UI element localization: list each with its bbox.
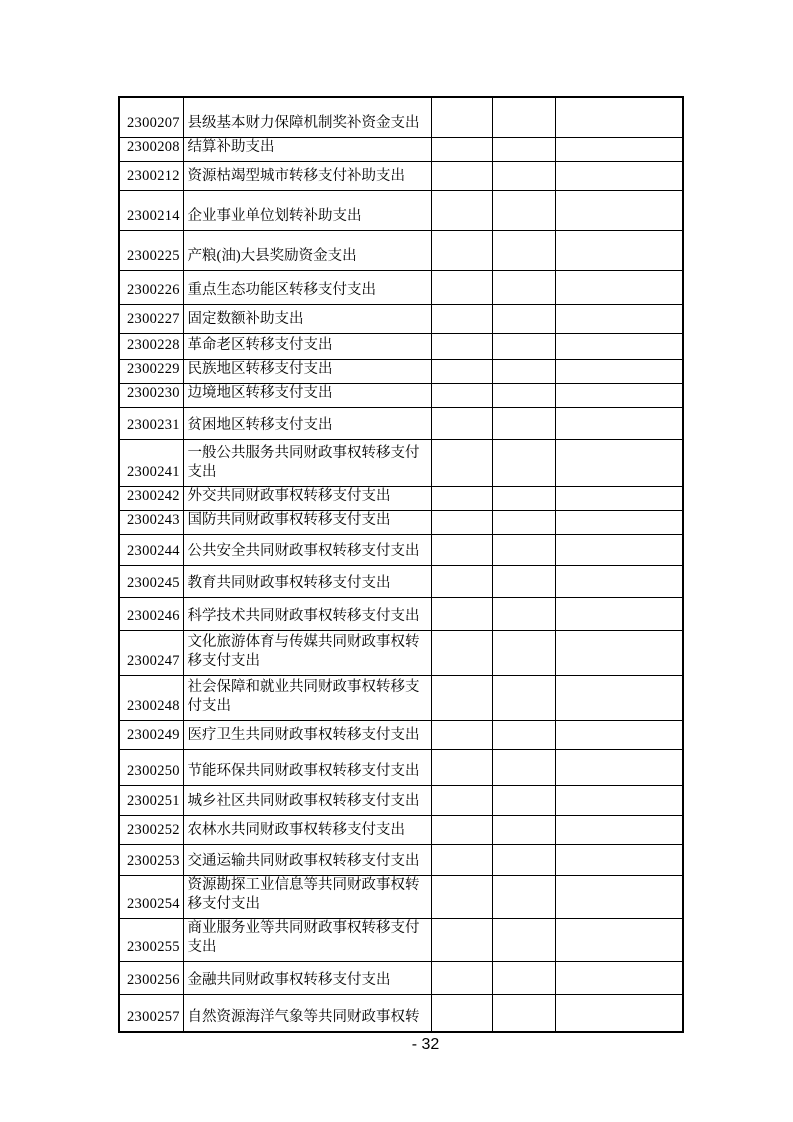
description-cell: 革命老区转移支付支出 (183, 333, 431, 359)
table-row (119, 137, 683, 161)
empty-value-cell-2 (492, 304, 555, 333)
table-row (119, 918, 683, 961)
code-cell: 2300246 (119, 597, 183, 630)
code-cell: 2300230 (119, 383, 183, 407)
empty-value-cell-1 (431, 720, 492, 749)
empty-value-cell-3 (555, 359, 683, 383)
description-cell: 国防共同财政事权转移支付支出 (183, 510, 431, 534)
empty-value-cell-1 (431, 630, 492, 675)
table-row (119, 190, 683, 230)
empty-value-cell-3 (555, 161, 683, 190)
code-cell: 2300244 (119, 534, 183, 565)
code-cell: 2300229 (119, 359, 183, 383)
description-cell: 县级基本财力保障机制奖补资金支出 (183, 97, 431, 137)
description-cell: 自然资源海洋气象等共同财政事权转 (183, 994, 431, 1032)
table-row (119, 534, 683, 565)
empty-value-cell-2 (492, 597, 555, 630)
table-row (119, 161, 683, 190)
empty-value-cell-2 (492, 994, 555, 1032)
description-cell: 交通运输共同财政事权转移支付支出 (183, 844, 431, 875)
empty-value-cell-2 (492, 97, 555, 137)
code-cell: 2300256 (119, 961, 183, 994)
empty-value-cell-2 (492, 565, 555, 597)
empty-value-cell-3 (555, 304, 683, 333)
empty-value-cell-3 (555, 720, 683, 749)
description-cell: 结算补助支出 (183, 137, 431, 161)
empty-value-cell-2 (492, 270, 555, 304)
empty-value-cell-1 (431, 190, 492, 230)
table-row (119, 597, 683, 630)
empty-value-cell-2 (492, 383, 555, 407)
empty-value-cell-3 (555, 630, 683, 675)
description-cell: 重点生态功能区转移支付支出 (183, 270, 431, 304)
code-cell: 2300228 (119, 333, 183, 359)
empty-value-cell-1 (431, 844, 492, 875)
code-cell: 2300226 (119, 270, 183, 304)
empty-value-cell-2 (492, 137, 555, 161)
description-cell: 节能环保共同财政事权转移支付支出 (183, 749, 431, 785)
empty-value-cell-3 (555, 565, 683, 597)
empty-value-cell-3 (555, 815, 683, 844)
code-cell: 2300257 (119, 994, 183, 1032)
empty-value-cell-1 (431, 486, 492, 510)
empty-value-cell-3 (555, 844, 683, 875)
table-row (119, 565, 683, 597)
empty-value-cell-3 (555, 961, 683, 994)
table-row (119, 359, 683, 383)
code-cell: 2300207 (119, 97, 183, 137)
empty-value-cell-2 (492, 918, 555, 961)
empty-value-cell-1 (431, 383, 492, 407)
table-row (119, 785, 683, 815)
empty-value-cell-2 (492, 675, 555, 720)
empty-value-cell-1 (431, 815, 492, 844)
empty-value-cell-2 (492, 961, 555, 994)
empty-value-cell-1 (431, 510, 492, 534)
description-cell: 资源勘探工业信息等共同财政事权转移支付支出 (183, 875, 431, 918)
empty-value-cell-3 (555, 270, 683, 304)
empty-value-cell-1 (431, 333, 492, 359)
description-cell: 外交共同财政事权转移支付支出 (183, 486, 431, 510)
empty-value-cell-1 (431, 785, 492, 815)
empty-value-cell-1 (431, 161, 492, 190)
code-cell: 2300227 (119, 304, 183, 333)
code-cell: 2300242 (119, 486, 183, 510)
description-cell: 贫困地区转移支付支出 (183, 407, 431, 439)
description-cell: 资源枯竭型城市转移支付补助支出 (183, 161, 431, 190)
code-cell: 2300241 (119, 439, 183, 486)
empty-value-cell-2 (492, 720, 555, 749)
description-cell: 科学技术共同财政事权转移支付支出 (183, 597, 431, 630)
code-cell: 2300208 (119, 137, 183, 161)
empty-value-cell-2 (492, 190, 555, 230)
empty-value-cell-2 (492, 359, 555, 383)
empty-value-cell-1 (431, 675, 492, 720)
description-cell: 民族地区转移支付支出 (183, 359, 431, 383)
empty-value-cell-3 (555, 407, 683, 439)
empty-value-cell-1 (431, 407, 492, 439)
empty-value-cell-2 (492, 333, 555, 359)
empty-value-cell-2 (492, 407, 555, 439)
code-cell: 2300248 (119, 675, 183, 720)
empty-value-cell-1 (431, 961, 492, 994)
empty-value-cell-3 (555, 333, 683, 359)
description-cell: 产粮(油)大县奖励资金支出 (183, 230, 431, 270)
code-cell: 2300253 (119, 844, 183, 875)
empty-value-cell-3 (555, 190, 683, 230)
table-row (119, 875, 683, 918)
empty-value-cell-3 (555, 510, 683, 534)
table-row (119, 486, 683, 510)
empty-value-cell-3 (555, 785, 683, 815)
table-row (119, 407, 683, 439)
description-cell: 教育共同财政事权转移支付支出 (183, 565, 431, 597)
empty-value-cell-3 (555, 749, 683, 785)
empty-value-cell-3 (555, 597, 683, 630)
table-row (119, 510, 683, 534)
empty-value-cell-3 (555, 675, 683, 720)
description-cell: 文化旅游体育与传媒共同财政事权转移支付支出 (183, 630, 431, 675)
empty-value-cell-1 (431, 270, 492, 304)
code-cell: 2300252 (119, 815, 183, 844)
empty-value-cell-1 (431, 97, 492, 137)
empty-value-cell-1 (431, 230, 492, 270)
page-number: - 32 (411, 1036, 440, 1053)
code-cell: 2300231 (119, 407, 183, 439)
table-row (119, 304, 683, 333)
empty-value-cell-1 (431, 439, 492, 486)
empty-value-cell-1 (431, 597, 492, 630)
empty-value-cell-1 (431, 994, 492, 1032)
empty-value-cell-2 (492, 161, 555, 190)
empty-value-cell-2 (492, 510, 555, 534)
empty-value-cell-2 (492, 439, 555, 486)
table-row (119, 630, 683, 675)
description-cell: 金融共同财政事权转移支付支出 (183, 961, 431, 994)
code-cell: 2300212 (119, 161, 183, 190)
table-row (119, 97, 683, 137)
empty-value-cell-3 (555, 230, 683, 270)
empty-value-cell-3 (555, 383, 683, 407)
code-cell: 2300251 (119, 785, 183, 815)
table-row (119, 675, 683, 720)
budget-table-body (119, 97, 683, 1032)
empty-value-cell-1 (431, 875, 492, 918)
code-cell: 2300225 (119, 230, 183, 270)
empty-value-cell-2 (492, 875, 555, 918)
budget-table (118, 96, 684, 1033)
empty-value-cell-2 (492, 534, 555, 565)
empty-value-cell-2 (492, 486, 555, 510)
table-row (119, 720, 683, 749)
empty-value-cell-2 (492, 230, 555, 270)
table-row (119, 844, 683, 875)
table-row (119, 270, 683, 304)
code-cell: 2300250 (119, 749, 183, 785)
empty-value-cell-3 (555, 137, 683, 161)
code-cell: 2300214 (119, 190, 183, 230)
empty-value-cell-2 (492, 785, 555, 815)
empty-value-cell-1 (431, 534, 492, 565)
empty-value-cell-2 (492, 630, 555, 675)
table-row (119, 749, 683, 785)
empty-value-cell-2 (492, 815, 555, 844)
empty-value-cell-1 (431, 749, 492, 785)
empty-value-cell-3 (555, 97, 683, 137)
code-cell: 2300249 (119, 720, 183, 749)
table-row (119, 383, 683, 407)
table-row (119, 994, 683, 1032)
empty-value-cell-2 (492, 844, 555, 875)
description-cell: 企业事业单位划转补助支出 (183, 190, 431, 230)
code-cell: 2300243 (119, 510, 183, 534)
empty-value-cell-3 (555, 534, 683, 565)
description-cell: 一般公共服务共同财政事权转移支付支出 (183, 439, 431, 486)
empty-value-cell-1 (431, 918, 492, 961)
table-row (119, 815, 683, 844)
description-cell: 公共安全共同财政事权转移支付支出 (183, 534, 431, 565)
code-cell: 2300245 (119, 565, 183, 597)
empty-value-cell-3 (555, 486, 683, 510)
description-cell: 商业服务业等共同财政事权转移支付支出 (183, 918, 431, 961)
empty-value-cell-3 (555, 994, 683, 1032)
code-cell: 2300247 (119, 630, 183, 675)
description-cell: 固定数额补助支出 (183, 304, 431, 333)
empty-value-cell-1 (431, 565, 492, 597)
description-cell: 城乡社区共同财政事权转移支付支出 (183, 785, 431, 815)
empty-value-cell-3 (555, 918, 683, 961)
table-row (119, 439, 683, 486)
table-row (119, 333, 683, 359)
empty-value-cell-3 (555, 875, 683, 918)
table-row (119, 230, 683, 270)
empty-value-cell-1 (431, 137, 492, 161)
description-cell: 边境地区转移支付支出 (183, 383, 431, 407)
table-row (119, 961, 683, 994)
description-cell: 农林水共同财政事权转移支付支出 (183, 815, 431, 844)
empty-value-cell-1 (431, 359, 492, 383)
code-cell: 2300254 (119, 875, 183, 918)
empty-value-cell-3 (555, 439, 683, 486)
code-cell: 2300255 (119, 918, 183, 961)
description-cell: 社会保障和就业共同财政事权转移支付支出 (183, 675, 431, 720)
description-cell: 医疗卫生共同财政事权转移支付支出 (183, 720, 431, 749)
empty-value-cell-1 (431, 304, 492, 333)
empty-value-cell-2 (492, 749, 555, 785)
